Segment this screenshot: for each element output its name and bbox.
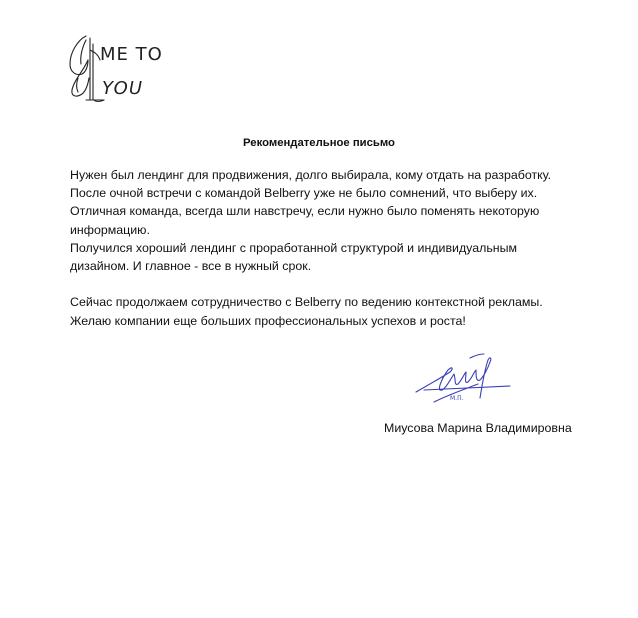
company-logo (64, 30, 163, 108)
logo-line2: YOU (102, 78, 144, 99)
signer-name: Миусова Марина Владимировна (384, 421, 572, 435)
signature-icon (410, 350, 520, 412)
letter-paragraph: Сейчас продолжаем сотрудничество с Belberry по ведению контекстной рекламы. Желаю компании еще больших профессиональных успехов и роста! (70, 295, 543, 328)
logo-line1: ME TO (100, 44, 163, 65)
paragraph-gap (70, 275, 590, 293)
letter-title: Рекомендательное письмо (243, 137, 395, 149)
letter-body (70, 166, 590, 330)
stamp-label: М.П. (450, 395, 464, 402)
letter-paragraph: Нужен был лендинг для продвижения, долго выбирала, кому отдать на разработку. После очной встречи с командой Belberry уже не было сомнений, что выберу их. Отличная команда, всегда шли навстречу, если нужно было поменять некоторую информацию. Получился хороший лендинг с проработанной структурой и индивидуальным дизайном. И главное - все в нужный срок. (70, 168, 552, 274)
handwritten-signature (410, 350, 520, 412)
butterfly-woman-logo-icon (64, 30, 163, 108)
